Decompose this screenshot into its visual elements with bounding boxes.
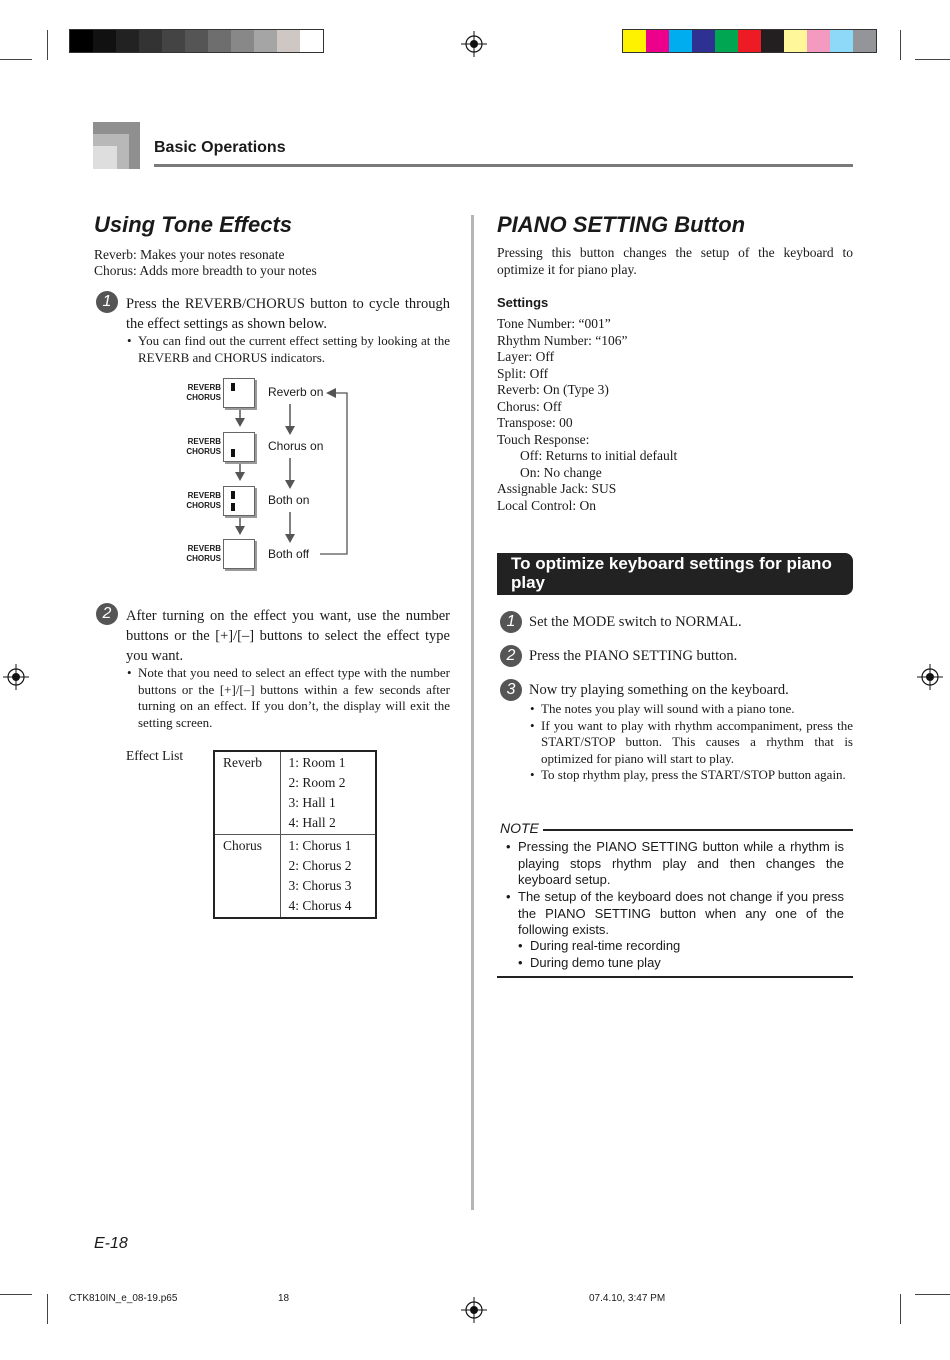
setting-line: On: No change — [520, 464, 602, 480]
procedure-step-text: Set the MODE switch to NORMAL. — [529, 614, 742, 630]
color-swatch — [70, 30, 93, 52]
color-swatch — [231, 30, 254, 52]
header-rule — [154, 164, 853, 167]
color-swatch — [139, 30, 162, 52]
setting-line: Chorus: Off — [497, 398, 562, 414]
gray-color-bar — [69, 29, 324, 53]
crop-mark — [0, 1294, 32, 1295]
crop-mark — [47, 1294, 48, 1324]
setting-line: Transpose: 00 — [497, 415, 573, 430]
crop-mark — [900, 1294, 901, 1324]
color-swatch — [692, 30, 715, 52]
left-heading: Using Tone Effects — [94, 212, 293, 237]
reverb-chorus-indicator-label: REVERB CHORUS — [186, 544, 221, 563]
note-item: • The setup of the keyboard does not change if you press the PIANO SETTING button when any one of the following exists. — [518, 889, 844, 939]
step-number: 2 — [500, 645, 522, 667]
color-swatch — [300, 30, 323, 52]
color-swatch — [623, 30, 646, 52]
color-swatch — [784, 30, 807, 52]
procedure-banner: To optimize keyboard settings for piano play — [497, 553, 853, 595]
setting-line: Local Control: On — [497, 497, 596, 513]
color-swatch — [116, 30, 139, 52]
intro-reverb: Reverb: Makes your notes resonate — [94, 247, 285, 262]
piano-setting-intro: Pressing this button changes the setup of the keyboard to optimize it for piano play. — [497, 245, 853, 277]
setting-line: Split: Off — [497, 365, 549, 381]
footer-page: 18 — [278, 1293, 290, 1304]
step-number: 2 — [96, 603, 118, 625]
crop-mark — [0, 59, 32, 60]
registration-target-icon — [461, 31, 487, 57]
setting-line: Assignable Jack: SUS — [497, 481, 617, 496]
section-tab-icon — [93, 122, 140, 169]
color-swatch — [738, 30, 761, 52]
setting-line: Rhythm Number: “106” — [497, 332, 628, 348]
step-number: 3 — [500, 679, 522, 701]
setting-line: Touch Response: — [497, 431, 590, 447]
color-swatch — [208, 30, 231, 52]
setting-line: Off: Returns to initial default — [520, 448, 678, 463]
step3-bullet: • The notes you play will sound with a piano tone. — [541, 701, 853, 718]
color-swatch — [830, 30, 853, 52]
step1-bullet: • You can find out the current effect setting by looking at the REVERB and CHORUS indicators. — [138, 333, 450, 366]
note-rule-top — [543, 829, 853, 831]
step2-bullet: • Note that you need to select an effect type with the number buttons or the [+]/[–] buttons within a few seconds after turning on an effect. If you don’t, the display will exit the setting screen. — [138, 665, 450, 731]
process-color-bar — [622, 29, 877, 53]
reverb-chorus-indicator-label: REVERB CHORUS — [186, 437, 221, 456]
step-number: 1 — [500, 611, 522, 633]
setting-line: Tone Number: “001” — [497, 316, 611, 331]
color-swatch — [185, 30, 208, 52]
state-label: Reverb on — [268, 385, 324, 399]
color-swatch — [761, 30, 784, 52]
indicator-display — [223, 432, 255, 462]
reverb-chorus-indicator-label: REVERB CHORUS — [186, 491, 221, 510]
footer-filename: CTK810IN_e_08-19.p65 — [69, 1293, 178, 1304]
crop-mark — [915, 1294, 950, 1295]
note-rule-bottom — [497, 976, 853, 978]
effect-items: 1: Room 1 2: Room 2 3: Hall 1 4: Hall 2 — [288, 755, 346, 830]
note-item: • Pressing the PIANO SETTING button while a rhythm is playing stops rhythm play and then changes the keyboard setup. — [518, 839, 844, 889]
registration-target-icon — [3, 664, 29, 690]
effect-group-name: Chorus — [214, 835, 280, 919]
registration-target-icon — [461, 1297, 487, 1323]
settings-heading: Settings — [497, 295, 549, 310]
color-swatch — [853, 30, 876, 52]
step1-text: Press the REVERB/CHORUS button to cycle through the effect settings as shown below. — [126, 296, 450, 332]
registration-target-icon — [917, 664, 943, 690]
procedure-step-text: Now try playing something on the keyboard. — [529, 682, 789, 698]
step3-bullet: • To stop rhythm play, press the START/STOP button again. — [541, 767, 853, 784]
color-swatch — [807, 30, 830, 52]
setting-line: Reverb: On (Type 3) — [497, 382, 609, 397]
procedure-step-text: Press the PIANO SETTING button. — [529, 648, 738, 664]
color-swatch — [277, 30, 300, 52]
color-swatch — [93, 30, 116, 52]
indicator-display — [223, 539, 255, 569]
step2-text: After turning on the effect you want, use the number buttons or the [+]/[–] buttons to select the effect type you want. — [126, 608, 450, 664]
step-number: 1 — [96, 291, 118, 313]
effect-list-label: Effect List — [126, 748, 184, 763]
crop-mark — [915, 59, 950, 60]
right-heading: PIANO SETTING Button — [497, 212, 746, 237]
setting-line: Layer: Off — [497, 349, 555, 364]
state-label: Both on — [268, 493, 310, 507]
footer-date: 07.4.10, 3:47 PM — [589, 1293, 666, 1304]
state-label: Chorus on — [268, 439, 324, 453]
section-title: Basic Operations — [154, 139, 286, 156]
crop-mark — [900, 30, 901, 60]
indicator-display — [223, 486, 255, 516]
color-swatch — [162, 30, 185, 52]
note-subitem: • During real-time recording — [530, 938, 840, 955]
column-divider — [471, 215, 474, 1210]
intro-chorus: Chorus: Adds more breadth to your notes — [94, 263, 317, 278]
effect-items: 1: Chorus 1 2: Chorus 2 3: Chorus 3 4: Chorus 4 — [280, 835, 376, 919]
crop-mark — [47, 30, 48, 60]
page-number: E-18 — [94, 1235, 128, 1252]
color-swatch — [715, 30, 738, 52]
effect-group-name: Reverb — [214, 751, 280, 835]
effect-list-table — [213, 750, 377, 919]
color-swatch — [646, 30, 669, 52]
indicator-display — [223, 378, 255, 408]
step3-bullet: • If you want to play with rhythm accompaniment, press the START/STOP button. This causes a rhythm that is optimized for piano will start to play. — [541, 718, 853, 768]
color-swatch — [254, 30, 277, 52]
reverb-chorus-indicator-label: REVERB CHORUS — [186, 383, 221, 402]
state-label: Both off — [268, 547, 310, 561]
note-subitem: • During demo tune play — [530, 955, 840, 972]
note-title: NOTE — [500, 820, 539, 836]
color-swatch — [669, 30, 692, 52]
